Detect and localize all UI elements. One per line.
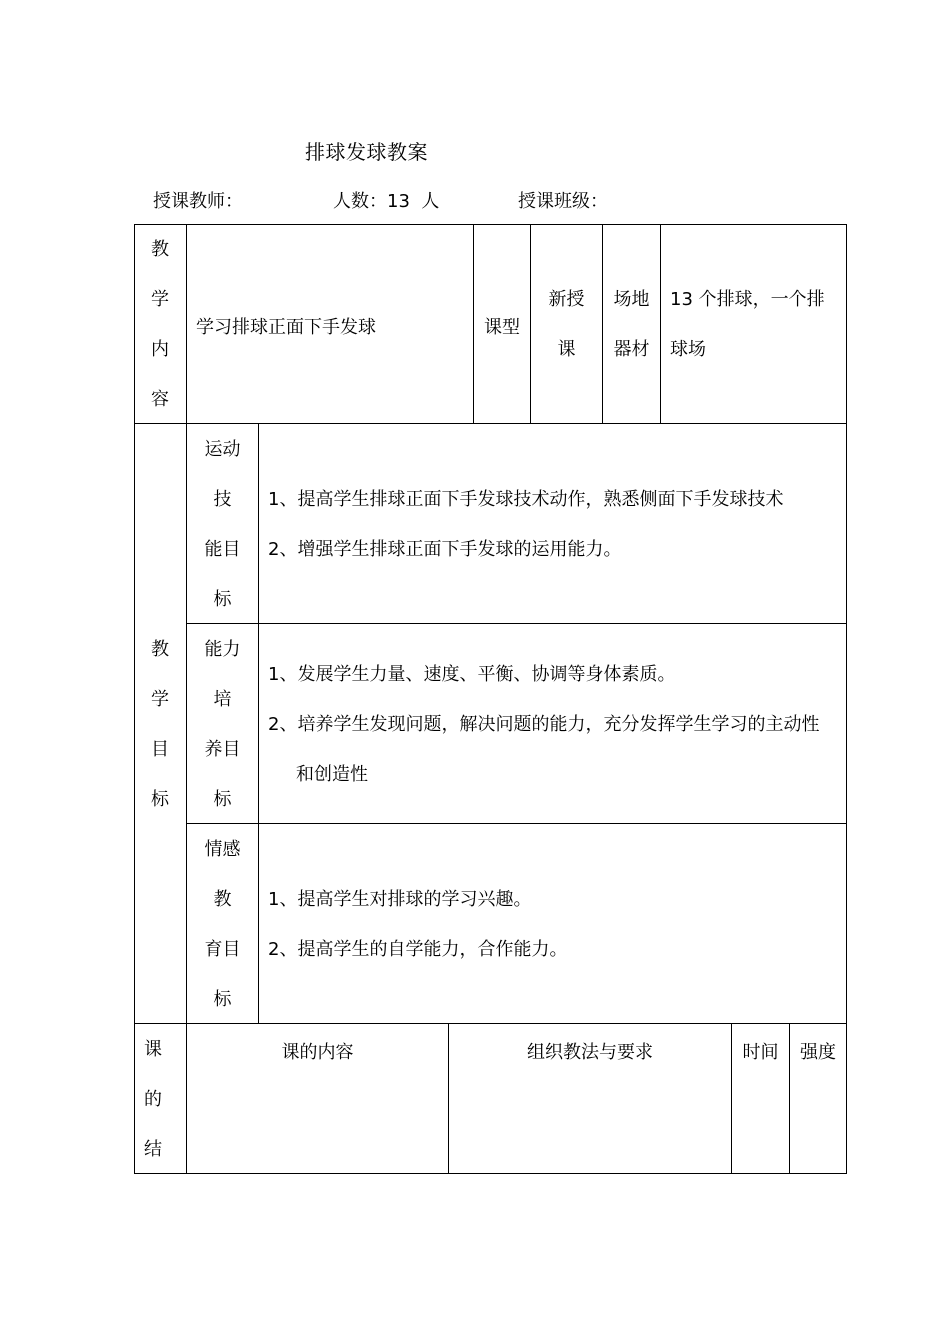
label-line: 培 <box>213 689 232 710</box>
label-line: 内 <box>151 339 169 360</box>
skills-goal-items <box>268 475 783 575</box>
content-header: 课的内容 <box>281 1042 354 1063</box>
label-line: 教 <box>213 889 232 910</box>
label-line: 能力 <box>204 639 241 660</box>
equipment-value <box>670 275 825 375</box>
lesson-content: 学习排球正面下手发球 <box>196 317 376 338</box>
type-line: 新授 <box>548 289 585 310</box>
equipment-line: 13 个排球，一个排 <box>670 289 825 310</box>
label-line: 技 <box>213 489 232 510</box>
content-row-label <box>134 225 186 425</box>
label-line: 情感 <box>204 839 241 860</box>
label-line: 的 <box>144 1089 162 1110</box>
label-line: 标 <box>213 989 232 1010</box>
goal-divider-2 <box>186 823 847 824</box>
equipment-label-line: 场地 <box>613 289 650 310</box>
label-line: 育目 <box>204 939 241 960</box>
list-item: 1、提高学生对排球的学习兴趣。 <box>268 889 532 910</box>
label-line: 教 <box>151 639 169 660</box>
label-line: 容 <box>151 389 169 410</box>
label-line: 运动 <box>204 439 241 460</box>
teacher-label: 授课教师： <box>153 191 243 212</box>
label-line: 养目 <box>204 739 241 760</box>
lesson-plan-table <box>134 224 847 1174</box>
label-line: 标 <box>213 789 232 810</box>
list-item: 1、提高学生排球正面下手发球技术动作，熟悉侧面下手发球技术 <box>268 489 784 510</box>
lesson-type-value <box>531 275 602 375</box>
time-header: 时间 <box>742 1042 779 1063</box>
list-item: 2、提高学生的自学能力，合作能力。 <box>268 939 568 960</box>
row-divider-1 <box>134 423 847 424</box>
class-label: 授课班级： <box>518 191 608 212</box>
label-line: 能目 <box>204 539 241 560</box>
lesson-type-label: 课型 <box>484 317 520 338</box>
skills-goal-label <box>187 425 258 625</box>
label-line: 结 <box>144 1139 162 1160</box>
emotion-goal-items <box>268 875 567 975</box>
list-item: 1、发展学生力量、速度、平衡、协调等身体素质。 <box>268 664 676 685</box>
list-item-continuation: 和创造性 <box>296 764 368 785</box>
method-header: 组织教法与要求 <box>527 1042 653 1063</box>
label-line: 课 <box>144 1039 162 1060</box>
student-count: 人数：13 人 <box>333 191 440 212</box>
type-line: 课 <box>557 339 576 360</box>
label-line: 学 <box>151 689 169 710</box>
goal-divider-1 <box>186 623 847 624</box>
goal-label-divider <box>258 424 259 1024</box>
ability-goal-label <box>187 625 258 825</box>
list-item: 2、增强学生排球正面下手发球的运用能力。 <box>268 539 622 560</box>
table-border-bottom <box>134 1173 847 1174</box>
structure-row-label <box>134 1025 172 1175</box>
label-line: 目 <box>151 739 169 760</box>
table-border-right <box>846 224 847 1174</box>
label-line: 标 <box>151 789 169 810</box>
equipment-label-line: 器材 <box>613 339 650 360</box>
ability-goal-items <box>268 650 819 800</box>
label-line: 学 <box>151 289 169 310</box>
goals-label <box>134 625 186 825</box>
col-divider-equipment-value <box>660 224 661 424</box>
label-line: 教 <box>151 239 169 260</box>
emotion-goal-label <box>187 825 258 1025</box>
intensity-header: 强度 <box>800 1042 836 1063</box>
document-title: 排球发球教案 <box>305 140 428 164</box>
list-item: 2、培养学生发现问题，解决问题的能力，充分发挥学生学习的主动性 <box>268 714 820 735</box>
equipment-line: 球场 <box>670 339 706 360</box>
label-line: 标 <box>213 589 232 610</box>
equipment-label <box>603 275 660 375</box>
table-border-top <box>134 224 847 225</box>
